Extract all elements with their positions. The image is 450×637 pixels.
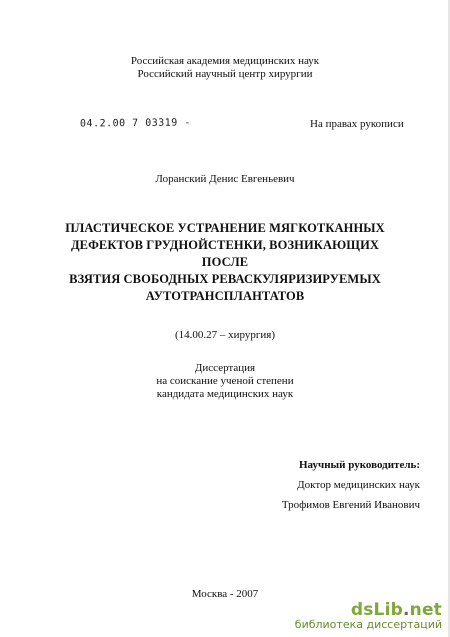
title-line: АУТОТРАНСПЛАНТАТОВ [145, 289, 305, 303]
manuscript-rights-label: На правах рукописи [310, 118, 404, 130]
logo-dot: . [402, 600, 410, 620]
city-year: Москва - 2007 [191, 588, 259, 600]
dslib-watermark[interactable] [295, 601, 442, 631]
watermark-logo [295, 601, 442, 619]
center-name: Российский научный центр хирургии [137, 68, 313, 80]
supervisor-label: Научный руководитель: [299, 459, 420, 471]
author-name: Лоранский Денис Евгеньевич [155, 173, 295, 185]
supervisor-degree: Доктор медицинских наук [297, 479, 420, 491]
dissertation-label: Диссертация [194, 362, 256, 374]
supervisor-name: Трофимов Евгений Иванович [281, 499, 420, 511]
title-line: ВЗЯТИЯ СВОБОДНЫХ РЕВАСКУЛЯРИЗИРУЕМЫХ [69, 272, 381, 286]
watermark-subtitle: библиотека диссертаций [294, 618, 442, 631]
academy-name: Российская академия медицинских наук [130, 55, 320, 67]
scientific-supervisor [220, 455, 420, 515]
logo-main: dsLib [350, 600, 403, 620]
degree-name: кандидата медицинских наук [156, 388, 294, 400]
institution-header [0, 55, 450, 81]
degree-purpose: на соискание ученой степени [156, 375, 294, 387]
logo-tld: net [409, 600, 442, 620]
title-line: ПЛАСТИЧЕСКОЕ УСТРАНЕНИЕ МЯГКОТКАННЫХ [65, 221, 385, 235]
title-line: ДЕФЕКТОВ ГРУДНОЙСТЕНКИ, ВОЗНИКАЮЩИХ ПОСЛЕ [70, 238, 380, 269]
registration-stamp: 04.2.00 7 03319 - [79, 117, 191, 130]
dissertation-title [60, 220, 390, 305]
specialty-code: (14.00.27 – хирургия) [174, 329, 276, 341]
dissertation-type [0, 362, 450, 401]
